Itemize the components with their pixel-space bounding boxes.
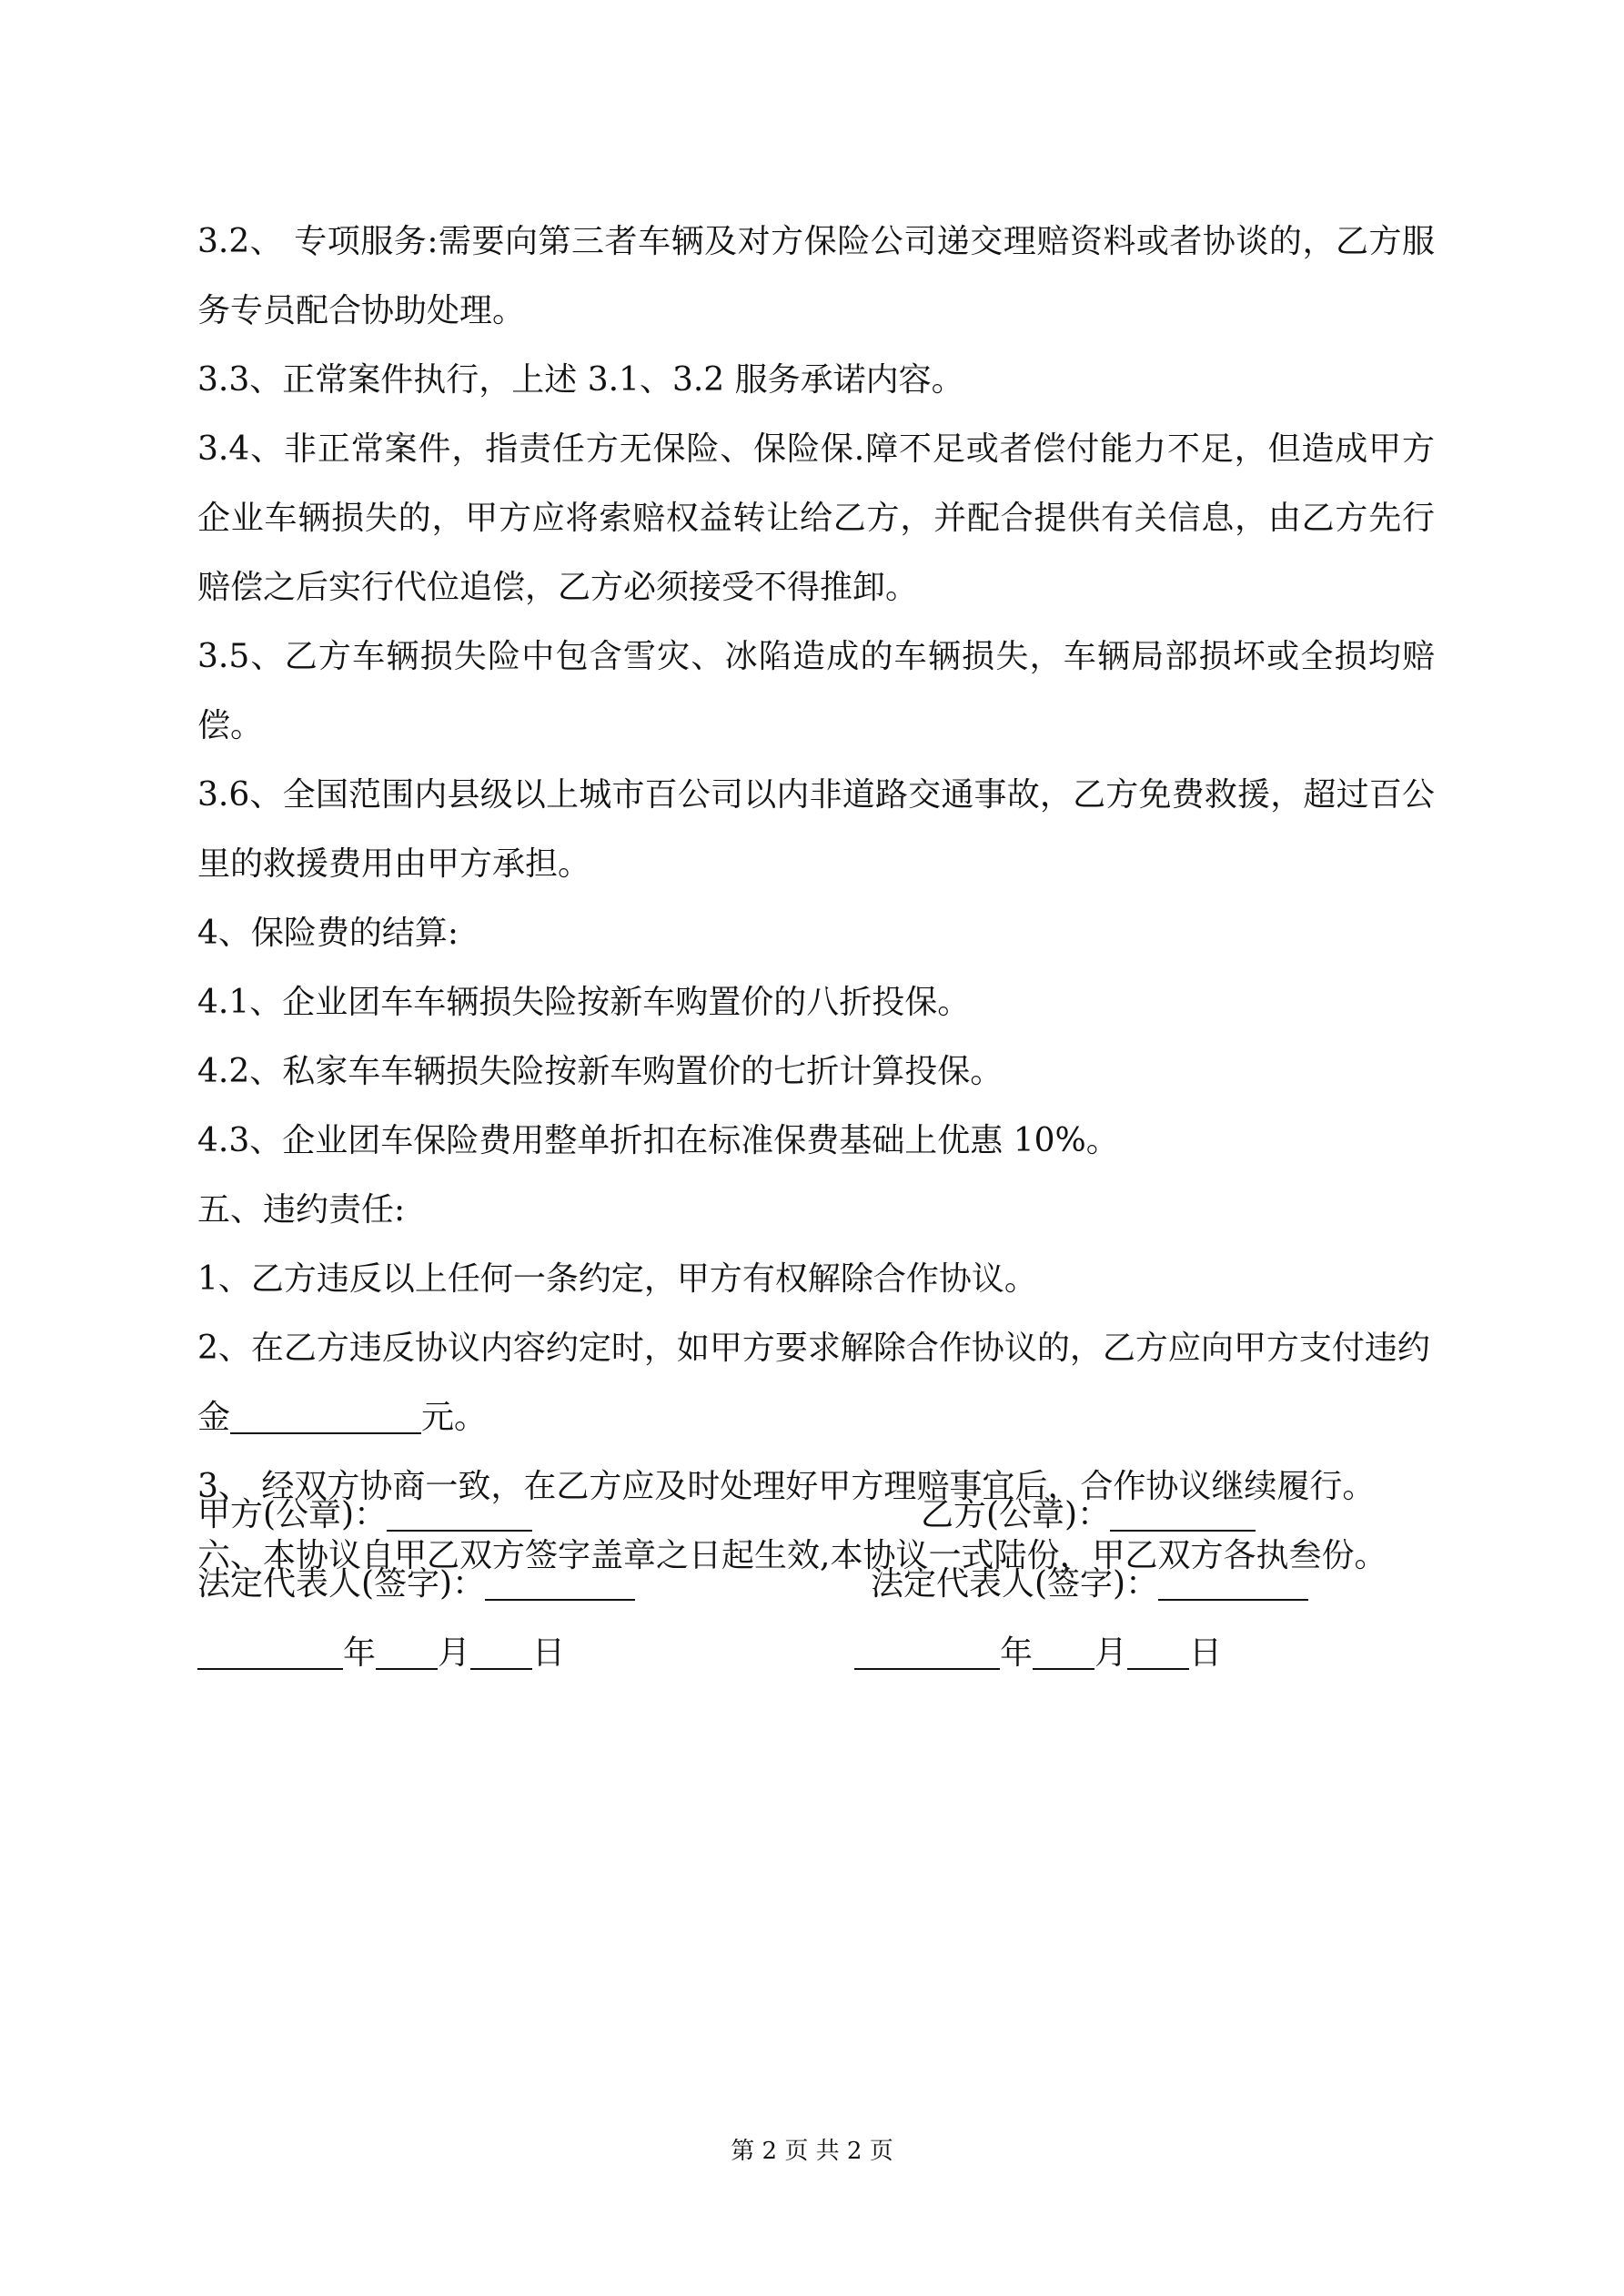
breach-clause-3: 3、 经双方协商一致，在乙方应及时处理好甲方理赔事宜后，合作协议继续履行。 [197, 1468, 1376, 1505]
party-a-day-blank [470, 1635, 532, 1670]
date-row [197, 1619, 1435, 1688]
section-5-heading: 五、违约责任: [197, 1191, 406, 1229]
penalty-amount-blank [230, 1400, 421, 1434]
party-a-seal-blank [387, 1497, 532, 1532]
clause-4-3: 4.3、企业团车保险费用整单折扣在标准保费基础上优惠 10%。 [197, 1122, 1119, 1159]
party-b-rep-blank [1158, 1566, 1308, 1601]
seal-row [197, 1481, 1435, 1550]
party-a-date [197, 1619, 565, 1688]
party-b-year-label: 年 [1000, 1634, 1034, 1672]
party-b-seal [921, 1481, 1256, 1550]
party-a-year-label: 年 [343, 1634, 377, 1672]
clause-4-1: 4.1、企业团车车辆损失险按新车购置价的八折投保。 [197, 984, 971, 1021]
clause-3-6: 3.6、全国范围内县级以上城市百公司以内非道路交通事故，乙方免费救援，超过百公里的救援费用由甲方承担。 [197, 776, 1435, 883]
clause-3-2: 3.2、 专项服务:需要向第三者车辆及对方保险公司递交理赔资料或者协谈的，乙方服务专员配合协助处理。 [197, 223, 1435, 329]
penalty-prefix: 金 [197, 1399, 231, 1436]
page-footer [0, 2133, 1624, 2170]
page-number: 第 2 页 共 2 页 [731, 2138, 893, 2165]
party-b-year-blank [854, 1635, 1000, 1670]
penalty-amount-line [197, 1383, 1435, 1452]
breach-clause-2: 2、在乙方违反协议内容约定时，如甲方要求解除合作协议的，乙方应向甲方支付违约 [197, 1330, 1430, 1367]
party-b-date [854, 1619, 1222, 1688]
party-b-seal-blank [1110, 1497, 1256, 1532]
party-b-day-blank [1127, 1635, 1189, 1670]
party-a-seal [197, 1481, 532, 1550]
party-a-month-blank [376, 1635, 438, 1670]
signature-block [197, 1481, 1435, 1688]
clause-3-3: 3.3、正常案件执行，上述 3.1、3.2 服务承诺内容。 [197, 361, 964, 399]
party-b-month-label: 月 [1094, 1634, 1128, 1672]
party-a-year-blank [197, 1635, 343, 1670]
clause-3-4: 3.4、非正常案件，指责任方无保险、保险保.障不足或者偿付能力不足，但造成甲方企业车辆损失的，甲方应将索赔权益转让给乙方，并配合提供有关信息，由乙方先行赔偿之后实行代位追偿，乙方必须接受不得推卸。 [197, 430, 1435, 606]
agreement-body [197, 207, 1435, 1591]
party-a-representative [197, 1550, 635, 1619]
section-4-heading: 4、保险费的结算: [197, 915, 459, 952]
penalty-suffix: 元。 [421, 1399, 488, 1436]
clause-4-2: 4.2、私家车车辆损失险按新车购置价的七折计算投保。 [197, 1053, 1004, 1090]
party-a-month-label: 月 [438, 1634, 471, 1672]
party-b-seal-label: 乙方(公章)： [921, 1496, 1111, 1533]
section-6-effective-clause: 六、本协议自甲乙双方签字盖章之日起生效,本协议一式陆份，甲乙双方各执叁份。 [197, 1537, 1387, 1574]
party-a-day-label: 日 [532, 1634, 566, 1672]
party-a-rep-label: 法定代表人(签字)： [197, 1565, 486, 1603]
party-a-seal-label: 甲方(公章)： [197, 1496, 388, 1533]
party-b-day-label: 日 [1189, 1634, 1223, 1672]
representative-row [197, 1550, 1435, 1619]
party-b-rep-label: 法定代表人(签字)： [871, 1565, 1159, 1603]
party-a-rep-blank [485, 1566, 635, 1601]
breach-clause-1: 1、乙方违反以上任何一条约定，甲方有权解除合作协议。 [197, 1260, 1037, 1298]
clause-3-5: 3.5、乙方车辆损失险中包含雪灾、冰陷造成的车辆损失，车辆局部损坏或全损均赔偿。 [197, 638, 1435, 744]
party-b-month-blank [1033, 1635, 1094, 1670]
party-b-representative [871, 1550, 1308, 1619]
